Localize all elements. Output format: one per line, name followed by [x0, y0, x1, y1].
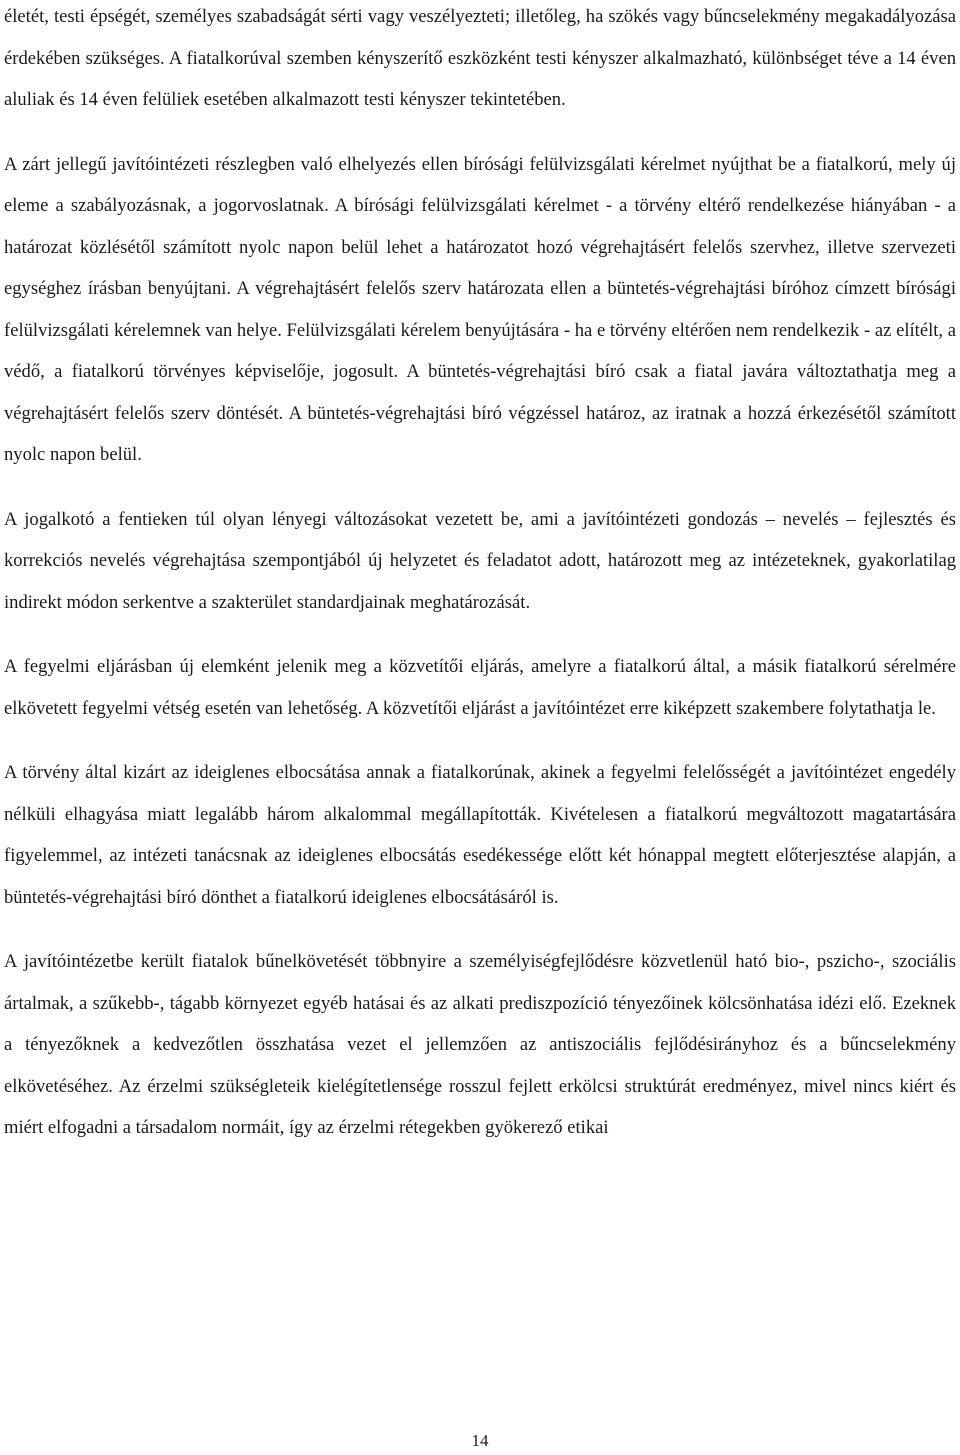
- paragraph-5: A törvény által kizárt az ideiglenes elbocsátása annak a fiatalkorúnak, akinek a fegyelmi felelősségét a javítóintézet engedély nélküli elhagyása miatt legalább három alkalommal megállapították. Kivételesen a fiatalkorú megváltozott magatartására figyelemmel, az intézeti tanácsnak az ideiglenes elbocsátás esedékessége előtt két hónappal megtett előterjesztése alapján, a büntetés-végrehajtási bíró dönthet a fiatalkorú ideiglenes elbocsátásáról is.: [4, 762, 956, 908]
- paragraph-4: A fegyelmi eljárásban új elemként jelenik meg a közvetítői eljárás, amelyre a fiatalkorú által, a másik fiatalkorú sérelmére elkövetett fegyelmi vétség esetén van lehetőség. A közvetítői eljárást a javítóintézet erre kiképzett szakembere folytathatja le.: [4, 656, 956, 719]
- paragraph-6: A javítóintézetbe került fiatalok bűnelkövetését többnyire a személyiségfejlődésre közvetlenül ható bio-, pszicho-, szociális ártalmak, a szűkebb-, tágabb környezet egyéb hatásai és az alkati prediszpozíció tényezőinek kölcsönhatása idézi elő. Ezeknek a tényezőknek a kedvezőtlen összhatása vezet el jellemzően az antiszociális fejlődésirányhoz és a bűncselekmény elkövetéséhez. Az érzelmi szükségleteik kielégítetlensége rosszul fejlett erkölcsi struktúrát eredményez, mivel nincs kiért és miért elfogadni a társadalom normáit, így az érzelmi rétegekben gyökerező etikai: [4, 951, 956, 1138]
- paragraph-gap: [4, 729, 956, 752]
- paragraph-1: életét, testi épségét, személyes szabadságát sérti vagy veszélyezteti; illetőleg, ha szökés vagy bűncselekmény megakadályozása érdekében szükséges. A fiatalkorúval szemben kényszerítő eszközként testi kényszer alkalmazható, különbséget téve a 14 éven aluliak és 14 éven felüliek esetében alkalmazott testi kényszer tekintetében.: [4, 6, 956, 110]
- document-page: [4, 0, 956, 1455]
- page-number: 14: [471, 1431, 489, 1450]
- paragraph-2: A zárt jellegű javítóintézeti részlegben való elhelyezés ellen bírósági felülvizsgálati kérelmet nyújthat be a fiatalkorú, mely új eleme a szabályozásnak, a jogorvoslatnak. A bírósági felülvizsgálati kérelmet - a törvény eltérő rendelkezése hiányában - a határozat közlésétől számított nyolc napon belül lehet a határozatot hozó végrehajtásért felelős szervhez, illetve szervezeti egységhez írásban benyújtani. A végrehajtásért felelős szerv határozata ellen a büntetés-végrehajtási bíróhoz címzett bírósági felülvizsgálati kérelemnek van helye. Felülvizsgálati kérelem benyújtására - ha e törvény eltérően nem rendelkezik - az elítélt, a védő, a fiatalkorú törvényes képviselője, jogosult. A büntetés-végrehajtási bíró csak a fiatal javára változtathatja meg a végrehajtásért felelős szerv döntését. A büntetés-végrehajtási bíró végzéssel határoz, az iratnak a hozzá érkezésétől számított nyolc napon belül.: [4, 153, 956, 465]
- paragraph-3: A jogalkotó a fentieken túl olyan lényegi változásokat vezetett be, ami a javítóintézeti gondozás – nevelés – fejlesztés és korrekciós nevelés végrehajtása szempontjából új helyzetet és feladatot adott, határozott meg az intézeteknek, gyakorlatilag indirekt módon serkentve a szakterület standardjainak meghatározását.: [4, 508, 956, 613]
- paragraph-gap: [4, 623, 956, 646]
- paragraph-gap: [4, 918, 956, 941]
- paragraph-gap: [4, 476, 956, 499]
- paragraph-gap: [4, 121, 956, 144]
